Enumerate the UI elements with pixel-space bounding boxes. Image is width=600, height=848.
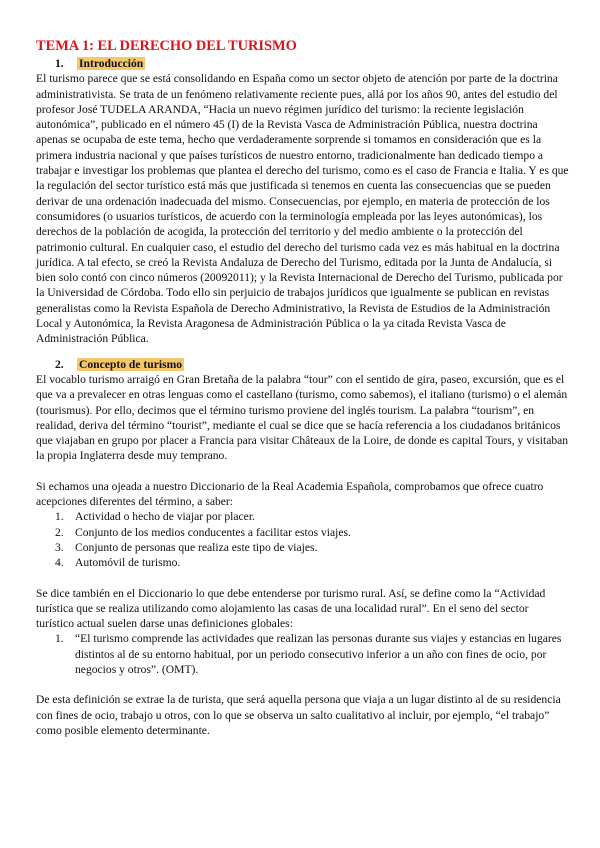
definitions-list — [36, 631, 569, 677]
acepciones-list — [36, 509, 569, 570]
document-title: TEMA 1: EL DERECHO DEL TURISMO — [36, 38, 297, 54]
section-heading-concepto — [55, 357, 569, 372]
list-number: 4. — [55, 556, 64, 570]
list-number: 1. — [55, 632, 64, 646]
section-number: 2. — [55, 357, 64, 371]
section-number: 1. — [55, 57, 64, 70]
list-item — [55, 540, 569, 555]
list-item-text: “El turismo comprende las actividades que realizan las personas durante sus viajes y estancias en lugares distintos al de su entorno habitual, por un periodo consecutivo inferior a un año con fines de ocio, por negocios y otros”. (OMT). — [75, 632, 562, 676]
list-item — [55, 509, 569, 524]
paragraph-diccionario: Si echamos una ojeada a nuestro Diccionario de la Real Academia Española, comprobamos que ofrece cuatro acepciones diferentes del término, a saber: — [36, 479, 544, 509]
list-item-text: Conjunto de personas que realiza este tipo de viajes. — [75, 540, 318, 554]
paragraph-vocablo: El vocablo turismo arraigó en Gran Bretaña de la palabra “tour” con el sentido de gira, paseo, excursión, que es el que va a prevalecer en otras lenguas como el castellano (turismo, como sabemos), el italiano (turismo) o el alemán (tourismus). Por ello, decimos que el término turismo proviene del inglés tourism. La palabra “tourism”, en realidad, deriva del término “tourist”, mediante el cual se dice que se hacía referencia a los ciudadanos británicos que viajaban en grupo por placer a Francia para visitar Châteaux de la Loire, de donde es capital Tours, y visitaban la propia Inglaterra desde muy temprano. — [36, 372, 569, 463]
paragraph-turismo-rural: Se dice también en el Diccionario lo que debe entenderse por turismo rural. Así, se define como la “Actividad turística que se realiza utilizando como alojamiento las casas de una localidad rural”. En el seno del sector turístico actual suelen darse unas definiciones globales: — [36, 586, 546, 631]
list-item — [55, 631, 569, 677]
list-item-text: Automóvil de turismo. — [75, 556, 181, 570]
list-item — [55, 555, 569, 570]
list-item-text: Actividad o hecho de viajar por placer. — [75, 510, 255, 524]
paragraph-introduccion: El turismo parece que se está consolidando en España como un sector objeto de atención por parte de la doctrina administrativista. Se trata de un fenómeno relativamente reciente pues, allá por los años 90, antes del estudio del profesor José TUDELA ARANDA, “Hacia un nuevo régimen jurídico del turismo: la reciente legislación autonómica”, publicado en el número 45 (I) de la Revista Vasca de Administración Pública, nuestra doctrina apenas se ocupaba de este tema, hecho que verdaderamente sorprende si tomamos en consideración que es la primera industria nacional y que países turísticos de nuestro entorno, tradicionalmente han dedicado tiempo a trabajar e investigar los problemas que plantea el derecho del turismo, como es el caso de Francia e Italia. Y es que la regulación del sector turístico está más que justificada si tenemos en cuenta las consecuencias que se pueden derivar de una ordenación inadecuada del mismo. Consecuencias, por ejemplo, en materia de protección de los consumidores (o usuarios turísticos, de acuerdo con la terminología empleada por las leyes autonómicas), los derechos de la población de acogida, la protección del territorio y del medio ambiente o la protección del patrimonio cultural. En cualquier caso, el estudio del derecho del turismo cada vez es más habitual en la doctrina jurídica. A tal efecto, se creó la Revista Andaluza de Derecho del Turismo, editada por la Junta de Andalucía, si bien solo contó con cinco números (20092011); y la Revista Internacional de Derecho del Turismo, publicada por la Universidad de Córdoba. Todo ello sin perjuicio de trabajos jurídicos que igualmente se publican en revistas generalistas como la Revista Española de Derecho Administrativo, la Revista de Estudios de la Administración Local y Autonómica, la Revista Aragonesa de Administración Pública o la ya citada Revista Vasca de Administración Pública. — [36, 72, 569, 346]
section-title-highlight: Introducción — [79, 57, 144, 70]
list-number: 3. — [55, 540, 64, 554]
paragraph-turista: De esta definición se extrae la de turista, que será aquella persona que viaja a un lugar distinto al de su residencia con fines de ocio, trabajo u otros, con lo que se observa un salto cualitativo al incluir, por ejemplo, “el trabajo” como posible elemento determinante. — [36, 693, 561, 737]
list-item — [55, 525, 569, 540]
list-item-text: Conjunto de los medios conducentes a facilitar estos viajes. — [75, 525, 351, 539]
section-title-highlight: Concepto de turismo — [79, 357, 183, 371]
section-heading-introduccion — [55, 56, 569, 71]
list-number: 2. — [55, 525, 64, 539]
list-number: 1. — [55, 510, 64, 524]
